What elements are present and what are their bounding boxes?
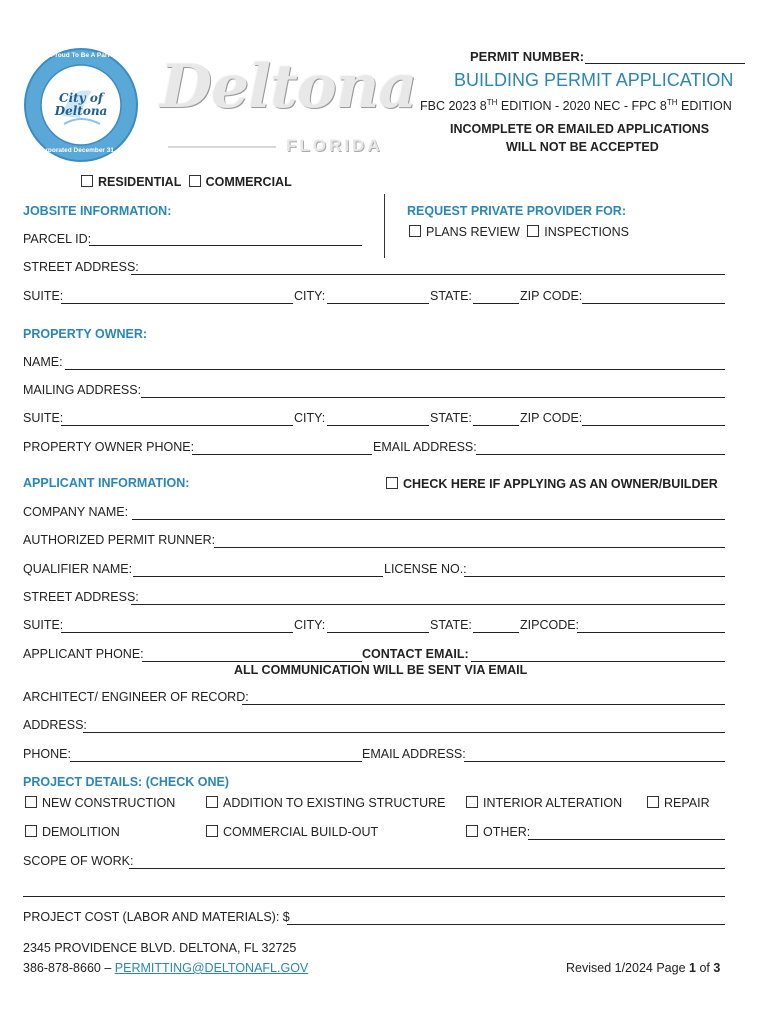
jobsite-street-field[interactable] (131, 274, 725, 275)
owner-zip-field[interactable] (582, 425, 725, 426)
jobsite-state-label: STATE: (430, 289, 472, 303)
addition-checkbox[interactable] (206, 796, 218, 808)
logo-state: FLORIDA (286, 136, 383, 155)
provider-options: PLANS REVIEW INSPECTIONS (409, 225, 629, 239)
owner-phone-field[interactable] (192, 454, 372, 455)
other-checkbox[interactable] (466, 825, 478, 837)
email-note: ALL COMMUNICATION WILL BE SENT VIA EMAIL (234, 663, 528, 677)
new-construction-checkbox[interactable] (25, 796, 37, 808)
code-editions: FBC 2023 8TH EDITION - 2020 NEC - FPC 8TH EDITION (420, 98, 732, 114)
owner-phone-label: PROPERTY OWNER PHONE: (23, 440, 195, 454)
architect-address-field[interactable] (83, 732, 725, 733)
applicant-phone-label: APPLICANT PHONE: (23, 647, 144, 661)
option-repair: REPAIR (647, 796, 710, 810)
option-interior: INTERIOR ALTERATION (466, 796, 622, 810)
commercial-checkbox[interactable] (189, 175, 201, 187)
permitting-email-link[interactable]: PERMITTING@DELTONAFL.GOV (114, 961, 309, 975)
residential-checkbox[interactable] (81, 175, 93, 187)
owner-builder-checkbox[interactable] (386, 477, 398, 489)
scope-label: SCOPE OF WORK: (23, 854, 134, 868)
owner-heading: PROPERTY OWNER: (23, 327, 148, 341)
cost-field[interactable] (287, 924, 725, 925)
provider-heading: REQUEST PRIVATE PROVIDER FOR: (407, 204, 627, 218)
other-field[interactable] (528, 839, 725, 840)
cost-label: PROJECT COST (LABOR AND MATERIALS): $ (23, 910, 290, 924)
contact-email-field[interactable] (471, 661, 725, 662)
plans-review-checkbox[interactable] (409, 225, 421, 237)
company-name-field[interactable] (132, 519, 725, 520)
warning-line-2: WILL NOT BE ACCEPTED (506, 140, 659, 154)
applicant-zip-label: ZIPCODE: (520, 618, 580, 632)
qualifier-field[interactable] (133, 576, 383, 577)
owner-zip-label: ZIP CODE: (520, 411, 583, 425)
applicant-phone-field[interactable] (142, 661, 362, 662)
owner-name-label: NAME: (23, 355, 63, 369)
license-label: LICENSE NO.: (384, 562, 467, 576)
option-addition: ADDITION TO EXISTING STRUCTURE (206, 796, 445, 810)
jobsite-street-label: STREET ADDRESS: (23, 260, 139, 274)
owner-city-label: CITY: (294, 411, 326, 425)
owner-builder-option: CHECK HERE IF APPLYING AS AN OWNER/BUILDER (386, 477, 718, 491)
option-new-construction: NEW CONSTRUCTION (25, 796, 175, 810)
license-field[interactable] (464, 576, 725, 577)
applicant-street-label: STREET ADDRESS: (23, 590, 139, 604)
commercial-buildout-checkbox[interactable] (206, 825, 218, 837)
inspections-checkbox[interactable] (527, 225, 539, 237)
architect-email-field[interactable] (464, 761, 725, 762)
company-name-label: COMPANY NAME: (23, 505, 129, 519)
architect-label: ARCHITECT/ ENGINEER OF RECORD: (23, 690, 249, 704)
jobsite-zip-field[interactable] (582, 303, 725, 304)
seal-bottom-text: Incorporated December 31, 1995 (32, 147, 133, 154)
architect-address-label: ADDRESS: (23, 718, 87, 732)
owner-suite-label: SUITE: (23, 411, 64, 425)
jobsite-zip-label: ZIP CODE: (520, 289, 583, 303)
page-title: BUILDING PERMIT APPLICATION (454, 70, 734, 90)
qualifier-label: QUALIFIER NAME: (23, 562, 133, 576)
warning-line-1: INCOMPLETE OR EMAILED APPLICATIONS (450, 122, 710, 136)
deltona-logo-word: Deltona (160, 52, 417, 122)
owner-city-field[interactable] (327, 425, 429, 426)
contact-email-label: CONTACT EMAIL: (362, 647, 469, 661)
interior-alteration-checkbox[interactable] (466, 796, 478, 808)
applicant-city-label: CITY: (294, 618, 326, 632)
jobsite-suite-field[interactable] (61, 303, 293, 304)
seal-center-text: City of Deltona (54, 91, 108, 118)
seal-ring-text: I'm Proud To Be A Part Of It (40, 52, 125, 59)
parcel-id-label: PARCEL ID: (23, 232, 92, 246)
page-total: 3 (713, 961, 721, 975)
architect-phone-label: PHONE: (23, 747, 71, 761)
applicant-state-field[interactable] (473, 632, 519, 633)
architect-field[interactable] (242, 704, 725, 705)
footer-phone: 386-878-8660 – (23, 961, 112, 975)
permit-number-label: PERMIT NUMBER: (470, 49, 585, 64)
scope-field-line-2[interactable] (23, 896, 725, 897)
applicant-suite-label: SUITE: (23, 618, 64, 632)
owner-state-label: STATE: (430, 411, 472, 425)
jobsite-city-field[interactable] (327, 303, 429, 304)
scope-field[interactable] (129, 868, 725, 869)
applicant-street-field[interactable] (131, 604, 725, 605)
demolition-checkbox[interactable] (25, 825, 37, 837)
page-current: 1 (689, 961, 696, 975)
owner-mailing-field[interactable] (141, 397, 725, 398)
architect-email-label: EMAIL ADDRESS: (362, 747, 466, 761)
type-row: RESIDENTIAL COMMERCIAL (81, 175, 292, 189)
repair-checkbox[interactable] (647, 796, 659, 808)
option-buildout: COMMERCIAL BUILD-OUT (206, 825, 378, 839)
owner-email-label: EMAIL ADDRESS: (373, 440, 477, 454)
applicant-zip-field[interactable] (577, 632, 725, 633)
parcel-id-field[interactable] (89, 245, 362, 246)
applicant-state-label: STATE: (430, 618, 472, 632)
owner-state-field[interactable] (473, 425, 519, 426)
owner-suite-field[interactable] (61, 425, 293, 426)
option-other: OTHER: (466, 825, 530, 839)
applicant-heading: APPLICANT INFORMATION: (23, 476, 190, 490)
permit-runner-label: AUTHORIZED PERMIT RUNNER: (23, 533, 216, 547)
applicant-city-field[interactable] (327, 632, 429, 633)
applicant-suite-field[interactable] (61, 632, 293, 633)
permit-runner-field[interactable] (214, 547, 725, 548)
owner-email-field[interactable] (476, 454, 725, 455)
architect-phone-field[interactable] (70, 761, 362, 762)
divider-vertical (384, 194, 385, 258)
permit-number-field[interactable] (585, 63, 745, 64)
page-indicator: Revised 1/2024 Page 1 of 3 (566, 961, 721, 975)
option-demolition: DEMOLITION (25, 825, 120, 839)
footer-address: 2345 PROVIDENCE BLVD. DELTONA, FL 32725 (23, 941, 297, 955)
project-heading: PROJECT DETAILS: (CHECK ONE) (23, 775, 230, 789)
city-seal (22, 46, 140, 164)
logo-rule (168, 146, 276, 148)
jobsite-heading: JOBSITE INFORMATION: (23, 204, 172, 218)
owner-mailing-label: MAILING ADDRESS: (23, 383, 142, 397)
jobsite-state-field[interactable] (473, 303, 519, 304)
owner-name-field[interactable] (65, 369, 725, 370)
jobsite-city-label: CITY: (294, 289, 326, 303)
footer-contact (23, 961, 308, 975)
jobsite-suite-label: SUITE: (23, 289, 64, 303)
